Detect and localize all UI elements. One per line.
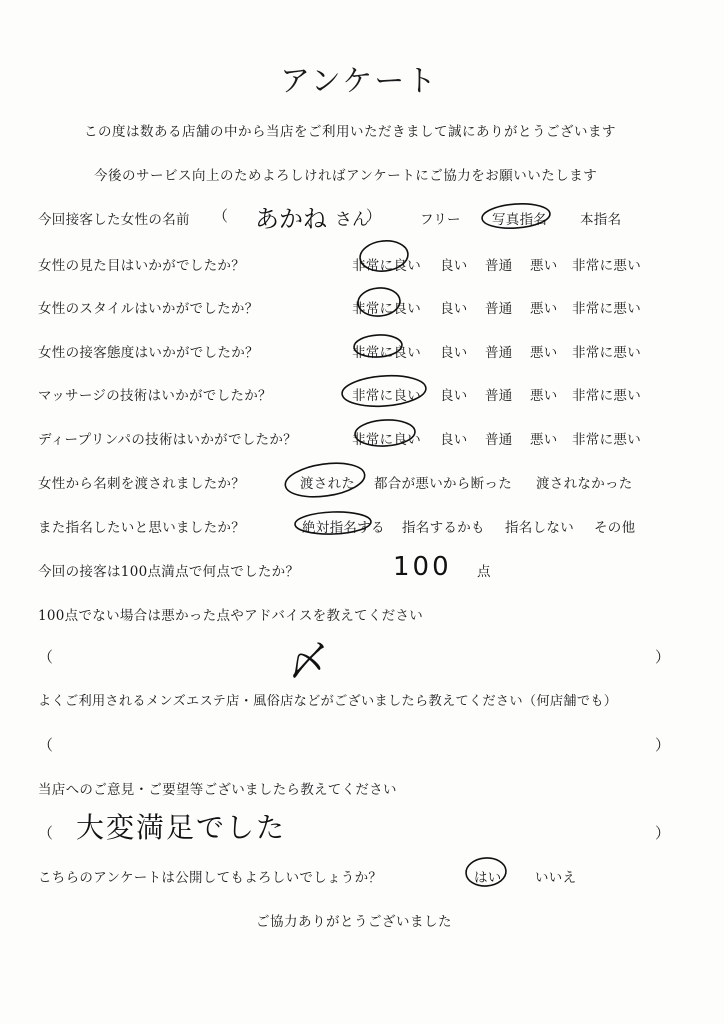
rating-option-good[interactable]: 良い xyxy=(440,432,468,448)
rating-question-label: 女性の接客態度はいかがでしたか？ xyxy=(38,345,259,361)
publish-question-label: こちらのアンケートは公開してもよろしいでしょうか？ xyxy=(38,870,383,886)
rating-option-very-bad[interactable]: 非常に悪い xyxy=(572,345,641,361)
rating-option-very-good[interactable]: 非常に良い xyxy=(352,388,421,404)
opinion-close-paren: ） xyxy=(655,824,671,842)
rating-question-label: ディープリンパの技術はいかがでしたか？ xyxy=(38,432,297,448)
option-free[interactable]: フリー xyxy=(420,212,461,228)
rating-option-bad[interactable]: 悪い xyxy=(530,258,558,274)
option-not-nominate[interactable]: 指名しない xyxy=(505,520,574,536)
name-close-paren: ） xyxy=(366,207,382,225)
opinion-open-paren: （ xyxy=(38,824,54,842)
score-question-label: 今回の接客は100点満点で何点でしたか？ xyxy=(38,564,300,580)
other-shops-close-paren: ） xyxy=(655,736,671,754)
rating-question-label: 女性の見た目はいかがでしたか？ xyxy=(38,258,245,274)
option-card-received[interactable]: 渡された xyxy=(300,476,356,492)
rating-option-bad[interactable]: 悪い xyxy=(530,388,558,404)
rating-option-very-good[interactable]: 非常に良い xyxy=(352,432,421,448)
rating-option-average[interactable]: 普通 xyxy=(485,345,513,361)
page-title: アンケート xyxy=(280,64,439,99)
option-regular-nomination[interactable]: 本指名 xyxy=(580,212,622,228)
rating-option-very-bad[interactable]: 非常に悪い xyxy=(572,432,641,448)
rating-option-bad[interactable]: 悪い xyxy=(530,301,558,317)
rating-question-label: 女性のスタイルはいかがでしたか？ xyxy=(38,301,259,317)
score-unit: 点 xyxy=(477,564,491,580)
option-card-not-received[interactable]: 渡されなかった xyxy=(536,476,633,492)
opinion-question-label: 当店へのご意見・ご要望等ございましたら教えてください xyxy=(38,782,397,798)
option-other[interactable]: その他 xyxy=(594,520,636,536)
rating-question-label: マッサージの技術はいかがでしたか？ xyxy=(38,388,272,404)
card-question-label: 女性から名刺を渡されましたか？ xyxy=(38,476,245,492)
rating-option-good[interactable]: 良い xyxy=(440,345,468,361)
rating-option-bad[interactable]: 悪い xyxy=(530,345,558,361)
option-card-declined[interactable]: 都合が悪いから断った xyxy=(374,476,512,492)
other-shops-question-label: よくご利用されるメンズエステ店・風俗店などがございましたら教えてください（何店舗でも） xyxy=(38,694,618,709)
intro-line-1: この度は数ある店舗の中から当店をご利用いただきまして誠にありがとうございます xyxy=(84,124,616,140)
handwritten-name: あかね xyxy=(255,205,327,233)
advice-question-label: 100点でない場合は悪かった点やアドバイスを教えてください xyxy=(38,608,424,624)
name-open-paren: （ xyxy=(213,207,229,225)
renominate-question-label: また指名したいと思いましたか？ xyxy=(38,520,245,536)
rating-option-good[interactable]: 良い xyxy=(440,258,468,274)
rating-option-average[interactable]: 普通 xyxy=(485,388,513,404)
other-shops-open-paren: （ xyxy=(38,736,54,754)
option-photo-nomination[interactable]: 写真指名 xyxy=(492,212,548,228)
handwritten-opinion: 大変満足でした xyxy=(76,811,287,844)
closing-message: ご協力ありがとうございました xyxy=(256,914,452,930)
option-no[interactable]: いいえ xyxy=(535,870,577,886)
intro-line-2: 今後のサービス向上のためよろしければアンケートにご協力をお願いいたします xyxy=(94,168,598,184)
rating-option-average[interactable]: 普通 xyxy=(485,301,513,317)
handwritten-honorific: さん xyxy=(335,210,369,230)
option-maybe-nominate[interactable]: 指名するかも xyxy=(402,520,485,536)
advice-open-paren: （ xyxy=(38,648,54,666)
rating-option-very-bad[interactable]: 非常に悪い xyxy=(572,301,641,317)
rating-option-very-good[interactable]: 非常に良い xyxy=(352,345,421,361)
rating-option-bad[interactable]: 悪い xyxy=(530,432,558,448)
rating-option-very-bad[interactable]: 非常に悪い xyxy=(572,388,641,404)
rating-option-very-good[interactable]: 非常に良い xyxy=(352,258,421,274)
rating-option-good[interactable]: 良い xyxy=(440,388,468,404)
rating-option-average[interactable]: 普通 xyxy=(485,432,513,448)
name-question-label: 今回接客した女性の名前 xyxy=(38,212,190,228)
rating-option-very-bad[interactable]: 非常に悪い xyxy=(572,258,641,274)
rating-option-average[interactable]: 普通 xyxy=(485,258,513,274)
handwritten-advice: 〆 xyxy=(288,639,328,685)
handwritten-score: 100 xyxy=(393,552,452,582)
rating-option-very-good[interactable]: 非常に良い xyxy=(352,301,421,317)
option-yes[interactable]: はい xyxy=(474,870,502,886)
option-definitely-nominate[interactable]: 絶対指名する xyxy=(302,520,385,536)
rating-option-good[interactable]: 良い xyxy=(440,301,468,317)
advice-close-paren: ） xyxy=(655,648,671,666)
